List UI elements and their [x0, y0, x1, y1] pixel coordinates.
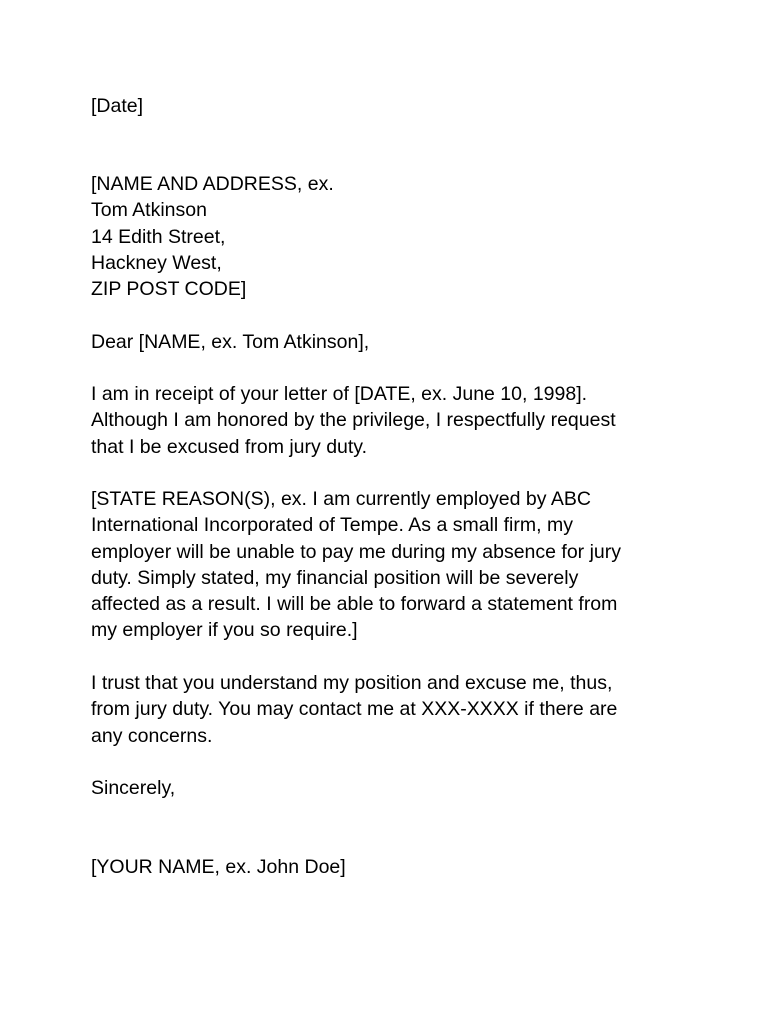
paragraph-line: Although I am honored by the privilege, I respectfully request [91, 409, 616, 432]
paragraph-line: I trust that you understand my position and excuse me, thus, [91, 672, 613, 694]
recipient-line: ZIP POST CODE] [91, 278, 247, 301]
paragraph-line: employer will be unable to pay me during my absence for jury [91, 540, 622, 563]
paragraph-reason [91, 486, 731, 644]
salutation [91, 329, 731, 355]
recipient-line: Tom Atkinson [91, 199, 207, 222]
recipient-line: Hackney West, [91, 251, 222, 274]
closing [91, 775, 731, 801]
signature-text: [YOUR NAME, ex. John Doe] [91, 856, 346, 878]
paragraph-line: any concerns. [91, 724, 213, 747]
salutation-text: Dear [NAME, ex. Tom Atkinson], [91, 331, 370, 353]
paragraph-closing-remarks [91, 670, 731, 749]
recipient-line: [NAME AND ADDRESS, ex. [91, 173, 334, 195]
recipient-line: 14 Edith Street, [91, 225, 226, 248]
paragraph-line: duty. Simply stated, my financial position will be severely [91, 566, 579, 589]
signature [91, 854, 731, 880]
paragraph-line: that I be excused from jury duty. [91, 435, 368, 458]
paragraph-receipt [91, 381, 731, 460]
paragraph-line: I am in receipt of your letter of [DATE, ex. June 10, 1998]. [91, 383, 588, 405]
closing-text: Sincerely, [91, 777, 176, 799]
paragraph-line: International Incorporated of Tempe. As a small firm, my [91, 514, 573, 537]
date-line [91, 93, 731, 119]
paragraph-line: affected as a result. I will be able to forward a statement from [91, 593, 618, 616]
recipient-address-block [91, 171, 731, 302]
paragraph-line: my employer if you so require.] [91, 619, 358, 642]
date-text: [Date] [91, 95, 144, 117]
paragraph-line: [STATE REASON(S), ex. I am currently employed by ABC [91, 488, 591, 510]
paragraph-line: from jury duty. You may contact me at XXX-XXXX if there are [91, 698, 618, 721]
